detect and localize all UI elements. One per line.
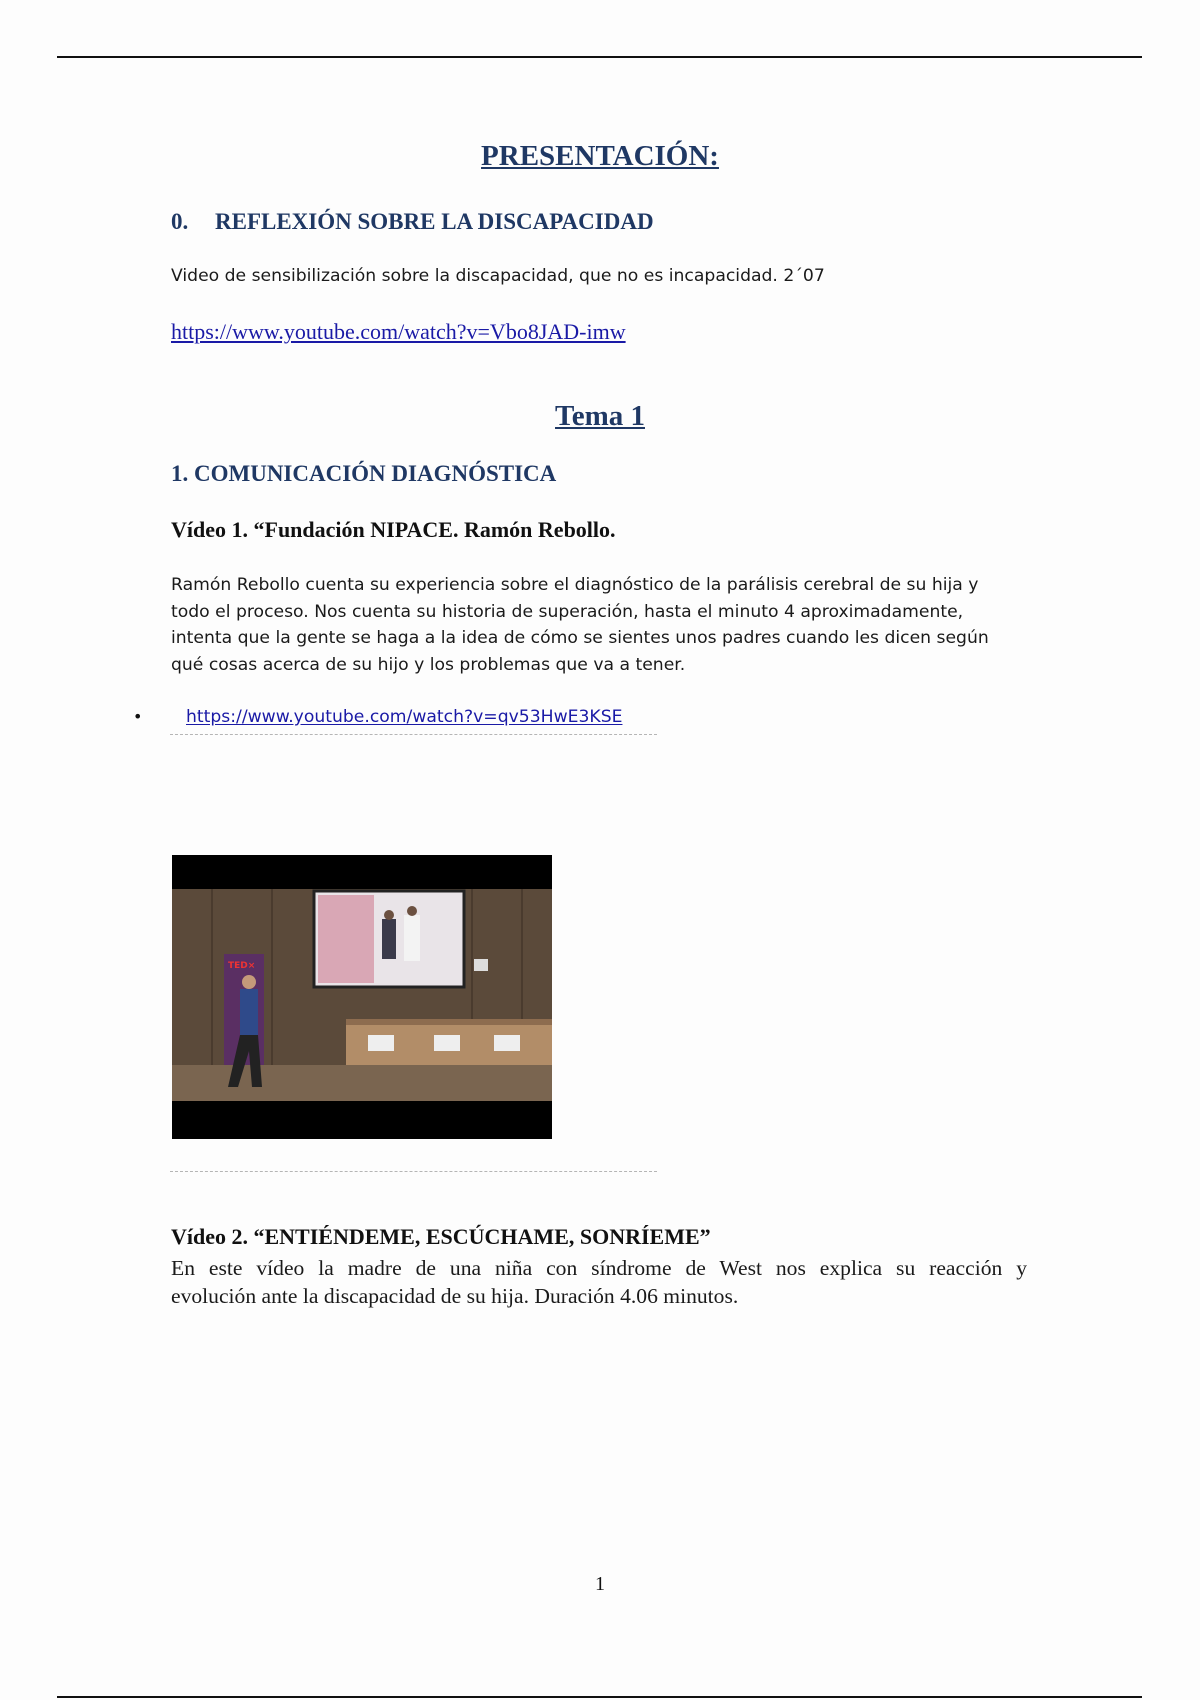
paragraph-line: En este vídeo la madre de una niña con síndrome de West nos explica su reacción y xyxy=(171,1256,1027,1280)
section-0-video-link[interactable]: https://www.youtube.com/watch?v=Vbo8JAD-imw xyxy=(171,319,626,344)
tedx-sign: TED× xyxy=(228,961,256,971)
bottom-rule xyxy=(57,1696,1142,1698)
paragraph-line: todo el proceso. Nos cuenta su historia de superación, hasta el minuto 4 aproximadamente, xyxy=(171,601,964,622)
video-1-thumbnail[interactable] xyxy=(172,855,552,1139)
paragraph-line: evolución ante la discapacidad de su hija. Duración 4.06 minutos. xyxy=(171,1284,739,1308)
section-1-heading: 1. COMUNICACIÓN DIAGNÓSTICA xyxy=(171,461,557,486)
paragraph-line: Ramón Rebollo cuenta su experiencia sobre el diagnóstico de la parálisis cerebral de su hija y xyxy=(171,575,979,595)
video-1-title: Vídeo 1. “Fundación NIPACE. Ramón Rebollo. xyxy=(171,517,616,542)
paragraph-line: qué cosas acerca de su hijo y los problemas que va a tener. xyxy=(171,654,686,675)
section-0-description: Video de sensibilización sobre la discapacidad, que no es incapacidad. 2´07 xyxy=(171,266,825,286)
page-title: PRESENTACIÓN: xyxy=(481,140,719,172)
section-0-heading xyxy=(171,209,654,235)
top-rule xyxy=(57,56,1142,58)
section-0-number: 0. xyxy=(171,209,189,234)
video-2-title: Vídeo 2. “ENTIÉNDEME, ESCÚCHAME, SONRÍEME” xyxy=(171,1224,711,1249)
tema-title: Tema 1 xyxy=(555,400,645,432)
section-0-heading-text: REFLEXIÓN SOBRE LA DISCAPACIDAD xyxy=(215,209,654,234)
dotted-divider xyxy=(170,734,657,735)
page-number: 1 xyxy=(595,1573,605,1595)
paragraph-line: intenta que la gente se haga a la idea de cómo se sientes unos padres cuando les dicen según xyxy=(171,628,989,648)
video-1-paragraph xyxy=(171,572,1031,678)
bullet-icon: • xyxy=(133,707,143,726)
dotted-divider xyxy=(170,1171,657,1172)
stage-photo-illustration xyxy=(172,855,552,1139)
video-1-link[interactable]: https://www.youtube.com/watch?v=qv53HwE3KSE xyxy=(186,707,623,727)
video-2-paragraph xyxy=(171,1254,1027,1310)
